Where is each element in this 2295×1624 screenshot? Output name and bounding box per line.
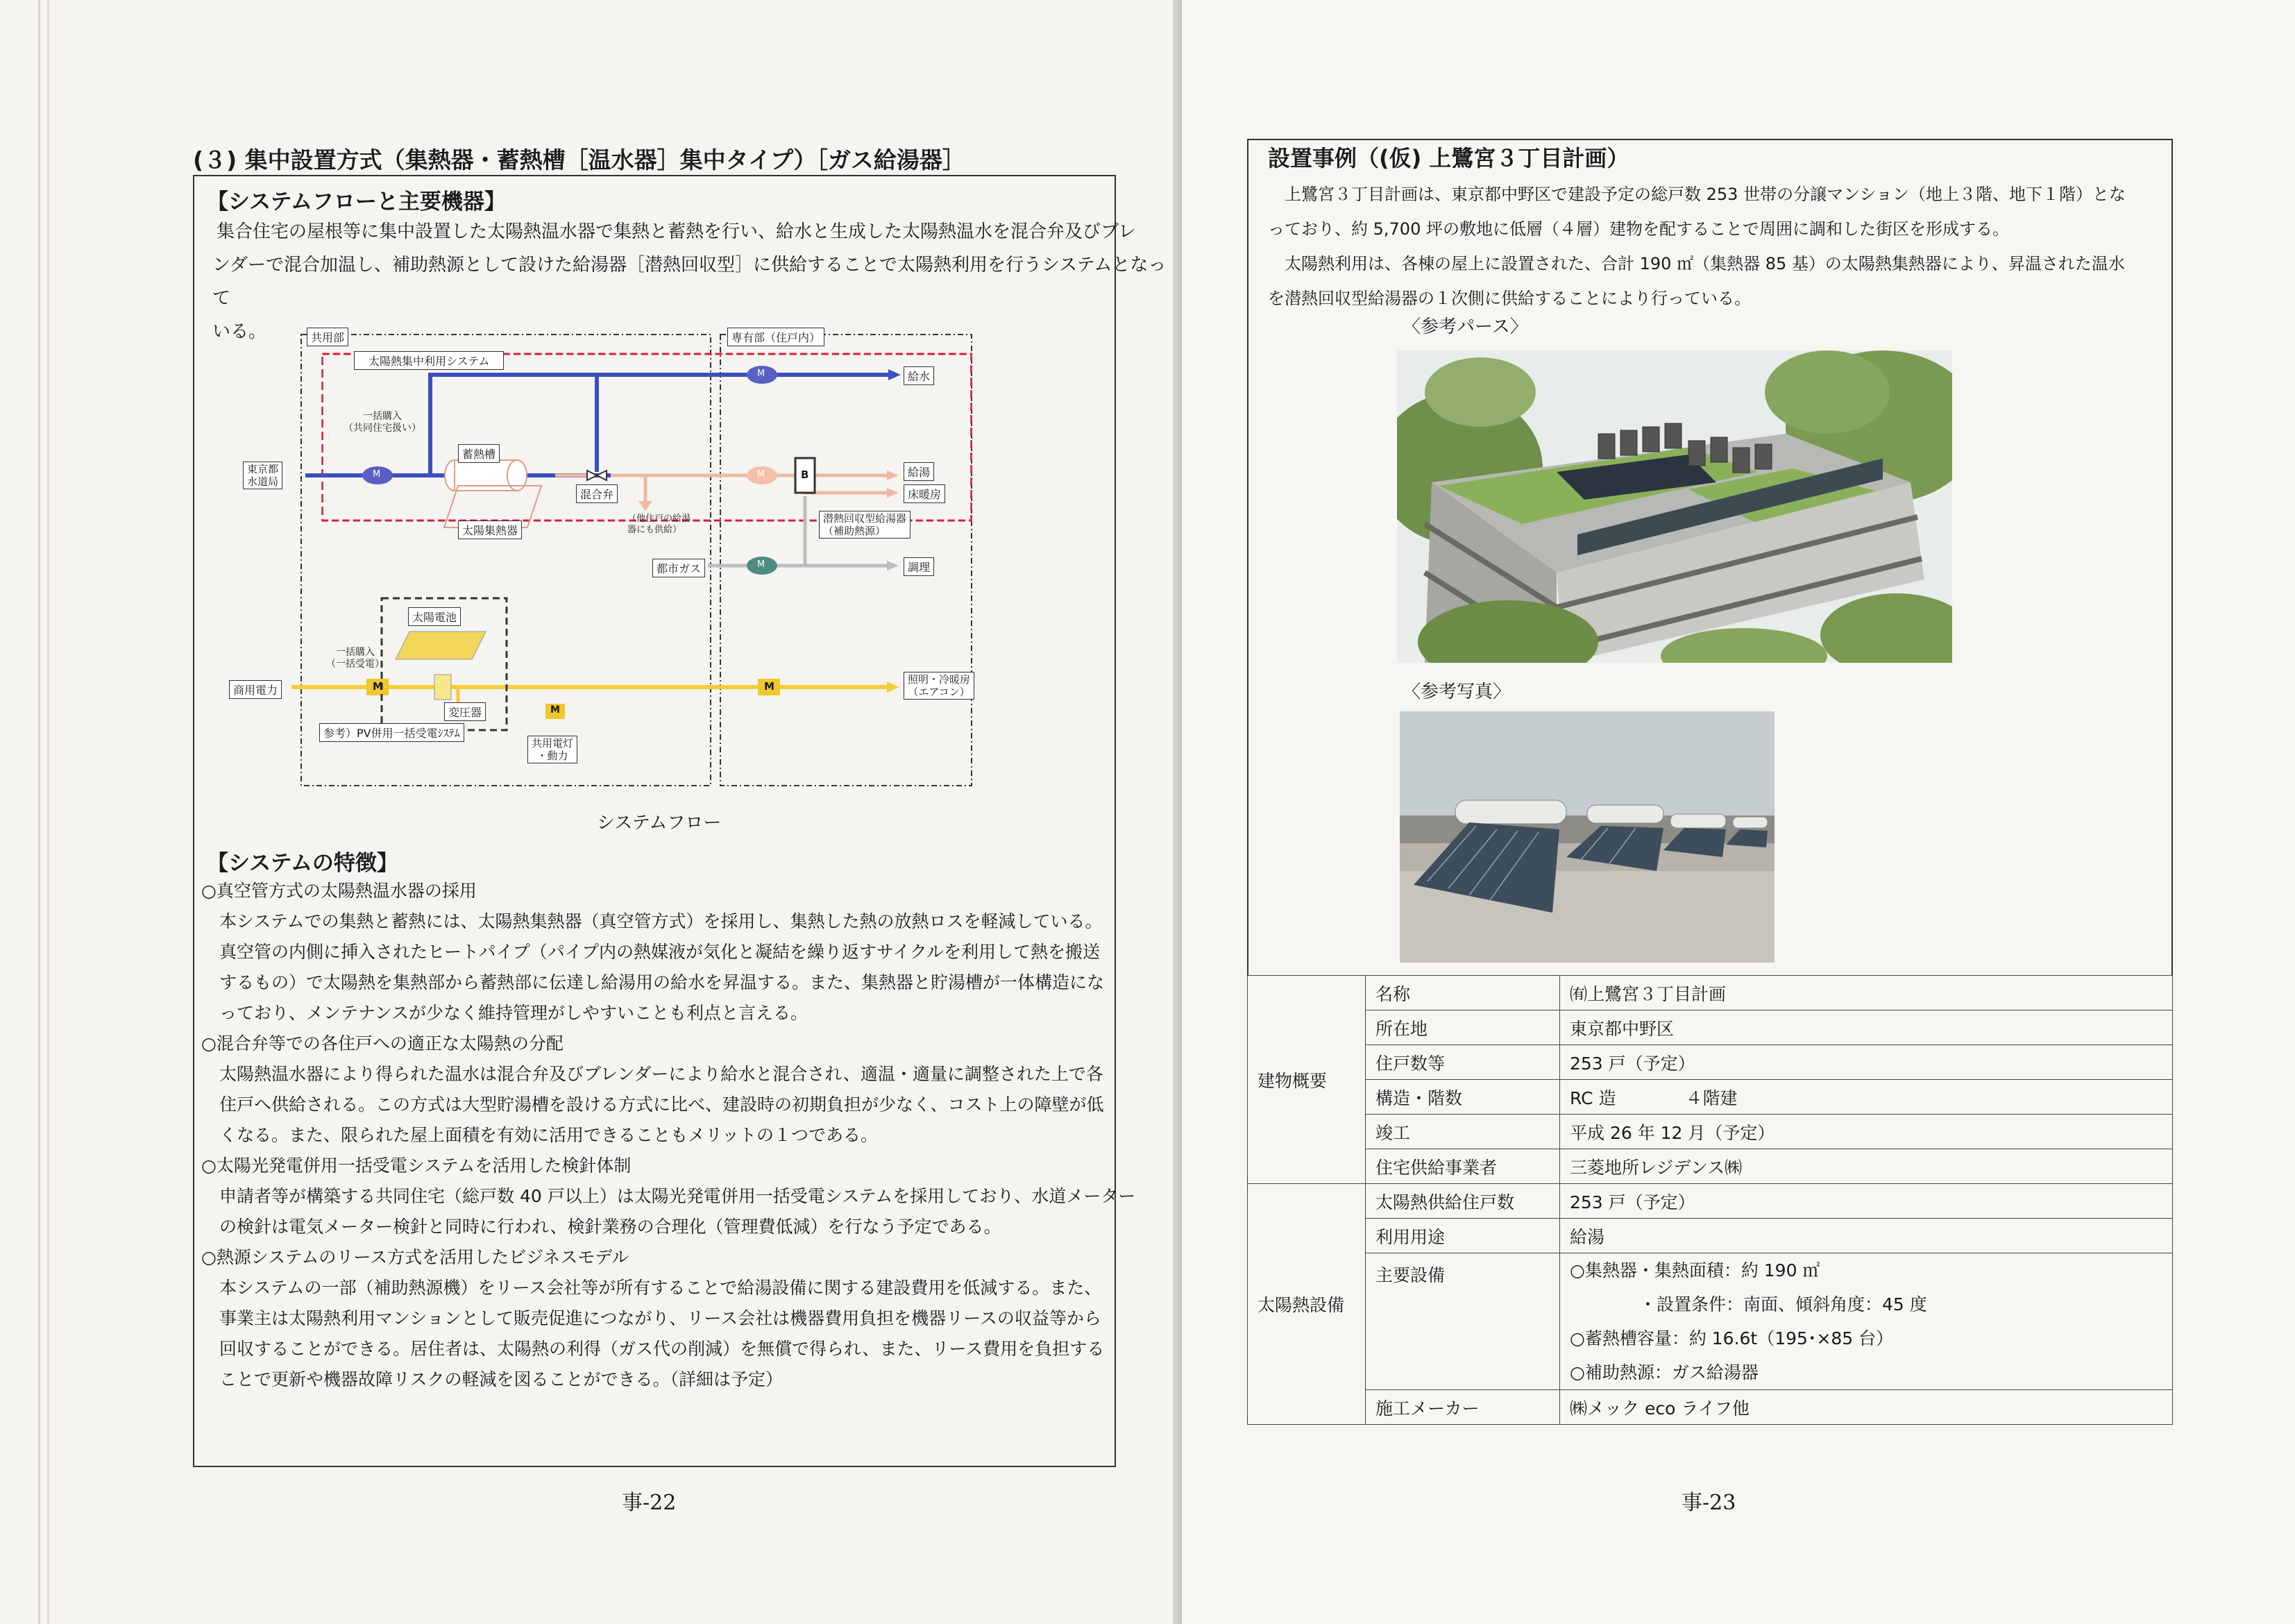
meter-letter: M — [764, 680, 774, 693]
text-line: ・設置条件：南面、傾斜角度：45 度 — [1639, 1294, 1927, 1314]
label-line: （エアコン） — [908, 686, 970, 698]
table-row — [1248, 1010, 2173, 1045]
case-heading: 設置事例（(仮) 上鷺宮３丁目計画） — [1268, 145, 1629, 171]
common-power-label — [527, 736, 577, 763]
table-key: 施工メーカー — [1366, 1390, 1560, 1425]
table-key: 利用用途 — [1366, 1219, 1560, 1253]
text-line: するもの）で太陽熱を集熱部から蓄熱部に伝達し給湯用の給水を昇温する。また、集熱器と貯湯槽が一体構造にな — [219, 972, 1105, 992]
flow-section-title: 【システムフローと主要機器】 — [207, 189, 506, 214]
text-line: 太陽熱温水器により得られた温水は混合弁及びブレンダーにより給水と混合され、適温・適量に調整された上で各 — [219, 1064, 1103, 1084]
text-line: ○集熱器・集熱面積：約 190 ㎡ — [1570, 1260, 1820, 1280]
table-key: 太陽熱供給住戸数 — [1366, 1184, 1560, 1219]
text-line: 本システムでの集熱と蓄熱には、太陽熱集熱器（真空管方式）を採用し、集熱した熱の放熱ロスを軽減している。 — [219, 911, 1103, 931]
arrow-head — [887, 488, 899, 498]
perspective-caption: 〈参考パース〉 — [1403, 316, 1528, 337]
table-value: ㈱メック eco ライフ他 — [1560, 1390, 2173, 1425]
table-row — [1248, 1045, 2173, 1080]
project-info-table — [1247, 975, 2173, 1425]
meter-letter: M — [757, 469, 765, 480]
blender-letter: B — [801, 468, 809, 481]
table-key: 竣工 — [1366, 1115, 1560, 1149]
feature-heading: ○熱源システムのリース方式を活用したビジネスモデル — [201, 1247, 629, 1267]
flow-svg — [222, 319, 1041, 791]
label-line: 潜熱回収型給湯器 — [823, 512, 907, 525]
building-perspective-image — [1397, 350, 1952, 663]
arrow-head — [638, 501, 652, 511]
label-line: 共用電灯 — [532, 737, 574, 750]
photo-caption: 〈参考写真〉 — [1403, 682, 1511, 702]
section-heading: (３) 集中設置方式（集熱器・蓄熱槽［温水器］集中タイプ）［ガス給湯器］ — [193, 146, 965, 174]
meter-letter: M — [373, 469, 381, 480]
feature-heading: ○混合弁等での各住戸への適正な太陽熱の分配 — [201, 1033, 564, 1054]
meter-letter: M — [757, 559, 765, 570]
text-line: っており、メンテナンスが少なく維持管理がしやすいことも利点と言える。 — [219, 1003, 808, 1023]
table-key: 構造・階数 — [1366, 1080, 1560, 1115]
table-value: 253 戸（予定） — [1560, 1184, 2173, 1219]
supply-water-label: 給水 — [904, 366, 934, 385]
table-value: RC 造 ４階建 — [1560, 1080, 2173, 1115]
group-label: 太陽熱設備 — [1248, 1184, 1366, 1425]
city-gas-label: 都市ガス — [652, 559, 705, 577]
text-line: っており、約 5,700 坪の敷地に低層（４層）建物を配することで周囲に調和した街区を形成する。 — [1268, 219, 2009, 239]
label-line: ・動力 — [536, 750, 568, 762]
diagram-caption: システムフロー — [597, 813, 722, 834]
table-row — [1248, 1390, 2173, 1425]
text-line: 集合住宅の屋根等に集中設置した太陽熱温水器で集熱と蓄熱を行い、給水と生成した太陽熱温水を混合弁及びブレ — [217, 221, 1136, 242]
label-line: 一括購入 — [363, 411, 402, 422]
table-value: 253 戸（予定） — [1560, 1045, 2173, 1080]
text-line: ○蓄熱槽容量：約 16.6t（195･×85 台） — [1570, 1328, 1894, 1348]
table-value: 給湯 — [1560, 1219, 2173, 1253]
page-edge — [47, 0, 49, 1624]
text-line: 住戸へ供給される。この方式は大型貯湯槽を設ける方式に比べ、建設時の初期負担が少なく、コスト上の障壁が低 — [219, 1094, 1104, 1115]
meter-letter: M — [373, 680, 383, 693]
building-svg — [1397, 350, 1952, 663]
label-line: （他住戸の給湯 — [627, 514, 691, 524]
group-label: 建物概要 — [1248, 976, 1366, 1184]
zone-common-label: 共用部 — [307, 328, 348, 346]
table-row — [1248, 1080, 2173, 1115]
table-value: 東京都中野区 — [1560, 1010, 2173, 1045]
collector-label: 太陽集熱器 — [458, 521, 522, 539]
boiler-label — [819, 511, 911, 539]
table-row — [1248, 976, 2173, 1010]
feature-heading: ○太陽光発電併用一括受電システムを活用した検針体制 — [201, 1156, 632, 1176]
page-edge — [38, 0, 40, 1624]
other-units-note — [627, 514, 691, 536]
text-line: 事業主は太陽熱利用マンションとして販売促進につながり、リース会社は機器費用負担を機器リースの収益等から — [219, 1308, 1101, 1328]
table-key: 住宅供給事業者 — [1366, 1149, 1560, 1184]
mixing-valve-label: 混合弁 — [576, 484, 618, 503]
zone-private-label: 専有部（住戸内） — [727, 328, 824, 346]
solar-panel-icon — [396, 632, 486, 659]
text-line: 太陽熱利用は、各棟の屋上に設置された、合計 190 ㎡（集熱器 85 基）の太陽熱集熱器により、昇温された温水 — [1285, 254, 2125, 273]
table-row — [1248, 1149, 2173, 1184]
transformer-icon — [434, 675, 451, 700]
commercial-power-label: 商用電力 — [229, 680, 282, 699]
water-source-label — [243, 462, 282, 489]
text-line: 本システムの一部（補助熱源機）をリース会社等が所有することで給湯設備に関する建設費用を低減する。また、 — [219, 1278, 1102, 1298]
system-name-label: 太陽熱集中利用システム — [354, 351, 504, 370]
label-line: （一括受電） — [326, 659, 384, 670]
text-line: を潜熱回収型給湯器の１次側に供給することにより行っている。 — [1268, 289, 1751, 308]
text-line: いる。 — [212, 321, 267, 342]
page-number: 事-23 — [1682, 1491, 1736, 1515]
text-line: ○補助熱源：ガス給湯器 — [1570, 1362, 1759, 1382]
table-key: 名称 — [1366, 976, 1560, 1010]
label-line: 水道局 — [247, 475, 279, 488]
table-value: ㈲上鷺宮３丁目計画 — [1560, 976, 2173, 1010]
label-line: （共同住宅扱い） — [344, 423, 421, 434]
table-key: 主要設備 — [1366, 1253, 1560, 1390]
collector-photo-svg — [1400, 711, 1775, 963]
system-flow-diagram — [222, 319, 1041, 791]
table-key: 住戸数等 — [1366, 1045, 1560, 1080]
cooking-label: 調理 — [904, 557, 934, 576]
text-line: ことで更新や機器故障リスクの軽減を図ることができる。（詳細は予定） — [219, 1369, 784, 1389]
meter-letter: M — [550, 704, 560, 716]
arrow-head — [888, 369, 901, 380]
table-row — [1248, 1184, 2173, 1219]
bulk-purchase-power-note — [326, 647, 384, 670]
text-line: 上鷺宮３丁目計画は、東京都中野区で建設予定の総戸数 253 世帯の分譲マンション（地上３階、地下１階）とな — [1285, 185, 2126, 204]
text-line: の検針は電気メーター検針と同時に行われ、検針業務の合理化（管理費低減）を行なう予定である。 — [219, 1217, 1001, 1237]
floor-heating-label: 床暖房 — [904, 484, 945, 503]
arrow-head — [887, 471, 899, 480]
arrow-head — [887, 682, 899, 693]
pv-reference-label: 参考）PV併用一括受電ｼｽﾃﾑ — [319, 723, 464, 742]
text-line: 回収することができる。居住者は、太陽熱の利得（ガス代の削減）を無償で得られ、また、リース費用を負担する — [219, 1339, 1105, 1359]
case-description — [1268, 177, 2126, 316]
lighting-label — [904, 672, 974, 700]
tank-label: 蓄熱槽 — [458, 444, 500, 463]
feature-heading: ○真空管方式の太陽熱温水器の採用 — [201, 881, 477, 901]
solar-collector-photo — [1400, 711, 1775, 963]
table-value-multiline — [1560, 1253, 2173, 1390]
hot-water-line — [805, 475, 888, 493]
features-title: 【システムの特徴】 — [207, 851, 398, 876]
table-key: 所在地 — [1366, 1010, 1560, 1045]
features-list — [201, 876, 1135, 1395]
hot-water-label: 給湯 — [904, 462, 934, 481]
label-line: 東京都 — [247, 463, 279, 475]
right-page — [1182, 0, 2295, 1624]
solar-cell-label: 太陽電池 — [408, 607, 461, 626]
table-value: 三菱地所レジデンス㈱ — [1560, 1149, 2173, 1184]
valve-icon — [597, 471, 607, 480]
bulk-purchase-water-note — [344, 411, 421, 434]
text-line: 申請者等が構築する共同住宅（総戸数 40 戸以上）は太陽光発電併用一括受電システムを採用しており、水道メーター — [219, 1186, 1136, 1206]
table-row — [1248, 1219, 2173, 1253]
page-number: 事-22 — [622, 1491, 677, 1515]
table-row — [1248, 1115, 2173, 1149]
label-line: （補助熱源） — [823, 525, 886, 537]
text-line: くなる。また、限られた屋上面積を有効に活用できることもメリットの１つである。 — [219, 1125, 879, 1145]
label-line: 一括購入 — [336, 647, 375, 658]
label-line: 器にも供給） — [627, 525, 682, 535]
label-line: 照明・冷暖房 — [908, 673, 971, 686]
table-row — [1248, 1253, 2173, 1390]
table-value: 平成 26 年 12 月（予定） — [1560, 1115, 2173, 1149]
text-line: 真空管の内側に挿入されたヒートパイプ（パイプ内の熱媒液が気化と凝結を繰り返すサイクルを利用して熱を搬送 — [219, 942, 1101, 962]
arrow-head — [887, 561, 899, 570]
meter-letter: M — [757, 369, 765, 379]
transformer-label: 変圧器 — [444, 702, 486, 721]
text-line: ンダーで混合加温し、補助熱源として設けた給湯器［潜熱回収型］に供給することで太陽熱利用を行うシステムとなって — [212, 255, 1167, 309]
